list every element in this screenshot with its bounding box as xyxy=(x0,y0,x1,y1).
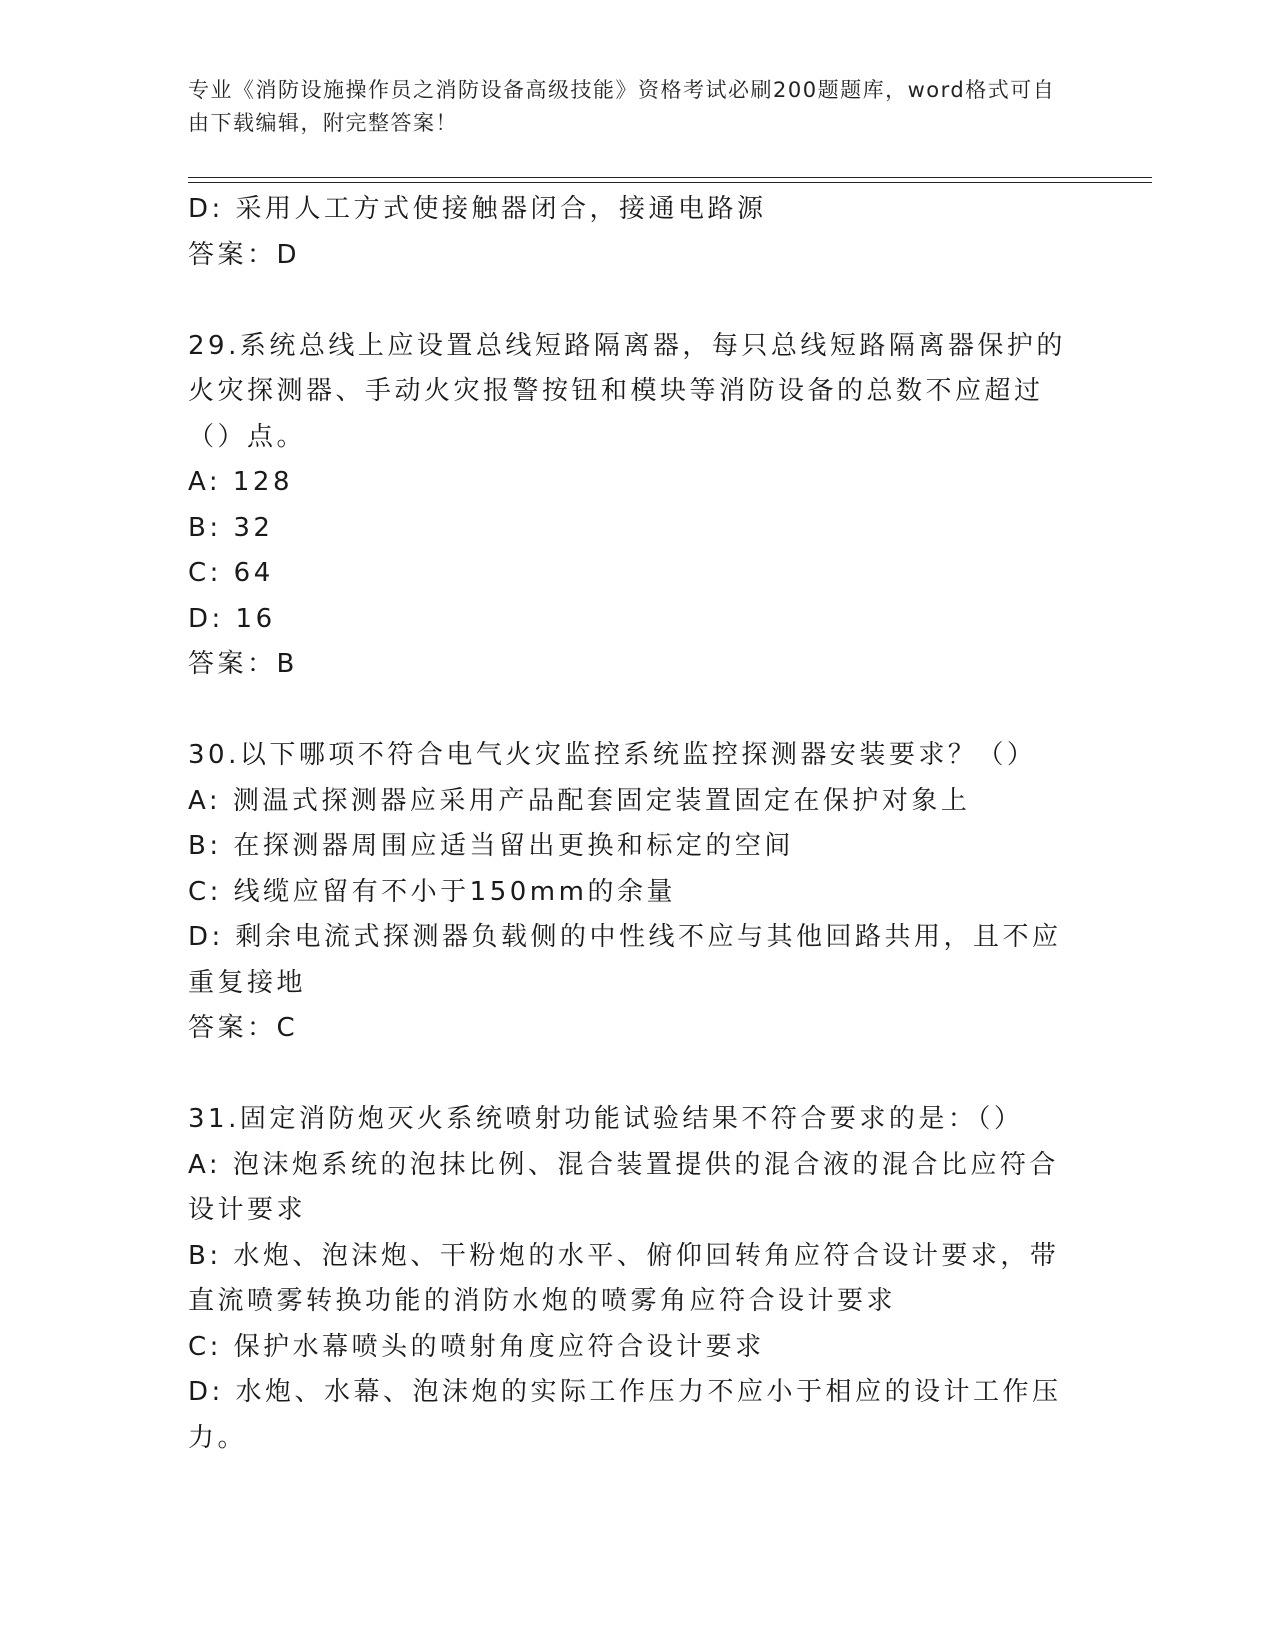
option-a: A: 测温式探测器应采用产品配套固定装置固定在保护对象上 xyxy=(188,785,971,816)
spacer xyxy=(188,1052,1068,1098)
option-d: D: 水炮、水幕、泡沫炮的实际工作压力不应小于相应的设计工作压力。 xyxy=(188,1377,1062,1453)
option-b: B: 32 xyxy=(188,512,274,543)
option-c: C: 64 xyxy=(188,558,274,588)
spacer xyxy=(188,688,1068,734)
option-a: A: 128 xyxy=(188,467,293,497)
header-rule-top xyxy=(188,177,1152,178)
question-29 xyxy=(188,324,1068,688)
document-body xyxy=(188,187,1068,1461)
option-b: B: 在探测器周围应适当留出更换和标定的空间 xyxy=(188,831,794,861)
question-stem: 29.系统总线上应设置总线短路隔离器，每只总线短路隔离器保护的火灾探测器、手动火灾报警按钮和模块等消防设备的总数不应超过（）点。 xyxy=(188,330,1066,452)
question-31 xyxy=(188,1097,1068,1461)
option-a: A: 泡沫炮系统的泡抹比例、混合装置提供的混合液的混合比应符合设计要求 xyxy=(188,1149,1059,1225)
prev-option-d: D: 采用人工方式使接触器闭合，接通电路源 xyxy=(188,194,767,224)
question-30 xyxy=(188,733,1068,1052)
answer: 答案：B xyxy=(188,649,298,679)
question-stem: 30.以下哪项不符合电气火灾监控系统监控探测器安装要求？（） xyxy=(188,740,1037,770)
option-c: C: 线缆应留有不小于150mm的余量 xyxy=(188,876,676,907)
option-b: B: 水炮、泡沫炮、干粉炮的水平、俯仰回转角应符合设计要求，带直流喷雾转换功能的消防水炮的喷雾角应符合设计要求 xyxy=(188,1240,1060,1316)
spacer xyxy=(188,278,1068,324)
question-stem: 31.固定消防炮灭火系统喷射功能试验结果不符合要求的是：（） xyxy=(188,1104,1024,1134)
document-header: 专业《消防设施操作员之消防设备高级技能》资格考试必刷200题题库，word格式可自由下载编辑，附完整答案！ xyxy=(188,78,1056,135)
option-d: D: 剩余电流式探测器负载侧的中性线不应与其他回路共用，且不应重复接地 xyxy=(188,922,1062,998)
prev-answer: 答案：D xyxy=(188,239,301,270)
option-d: D: 16 xyxy=(188,603,276,634)
answer: 答案：C xyxy=(188,1013,299,1043)
header-rule-bottom xyxy=(188,182,1152,183)
option-c: C: 保护水幕喷头的喷射角度应符合设计要求 xyxy=(188,1331,765,1362)
